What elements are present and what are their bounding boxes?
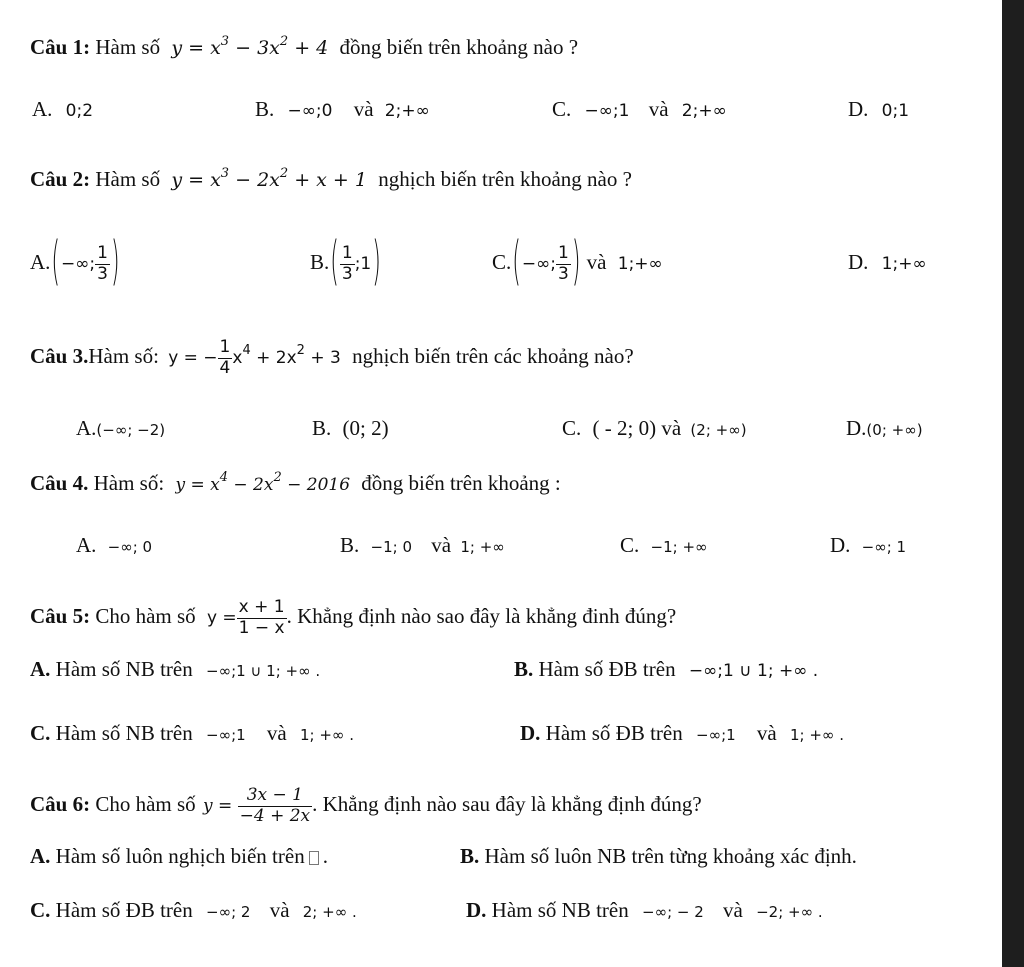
q2-option-a: A.(−∞; $\frac{1}{3}$ ) [30,232,120,293]
q1-label: Câu 1: [30,35,91,59]
q3-question: nghịch biến trên các khoảng nào? [352,344,634,368]
q5-option-c: C. Hàm số NB trên −∞;1 và 1; +∞ . [30,721,354,745]
q5-option-b: B. Hàm số ĐB trên −∞;1 ∪ 1; +∞ . [514,657,819,681]
q4-text: Hàm số: [93,471,165,495]
q1-option-b: B. −∞;0 và 2;+∞ [255,97,430,121]
q1-option-c: C. −∞;1 và 2;+∞ [552,97,727,121]
q6-question: . Khẳng định nào sau đây là khẳng định đúng? [312,792,702,816]
q2-formula: $y = x^3 - 2x^2 + x + 1$ [171,166,367,191]
q5-question: . Khẳng định nào sao đây là khẳng đinh đúng? [286,604,677,628]
q6-option-c: C. Hàm số ĐB trên −∞; 2 và 2; +∞ . [30,898,357,922]
q3-formula: y = − $\frac{1}{4}$ $x^4 + 2x^2 + 3$ [168,336,341,378]
q5-option-d: D. Hàm số ĐB trên −∞;1 và 1; +∞ . [520,721,844,745]
q5-option-a: A. Hàm số NB trên −∞;1 ∪ 1; +∞ . [30,657,321,681]
q4-formula: $y = x^4 - 2x^2 - 2016$ [175,470,351,495]
q3-label: Câu 3. [30,344,89,368]
q6-option-a: A. Hàm số luôn nghịch biến trên . [30,844,328,868]
q2-option-d: D. 1;+∞ [848,250,927,274]
q6-label: Câu 6: [30,792,91,816]
q6-formula: y = $\frac{3x - 1}{-4 + 2x}$ [202,785,311,826]
q3-text: Hàm số: [88,344,159,368]
q1-text: Hàm số [95,35,161,59]
q2-option-b: B.( $\frac{1}{3}$ ;1) [310,232,381,293]
q5-text: Cho hàm số [95,604,196,628]
q2-text: Hàm số [95,167,161,191]
q6-option-b: B. Hàm số luôn NB trên từng khoảng xác định. [460,844,857,868]
q4-option-c: C. −1; +∞ [620,533,708,557]
q2-stem [30,166,632,193]
screen-edge [1002,0,1024,967]
q4-option-d: D. −∞; 1 [830,533,907,557]
q3-option-c: C. ( - 2; 0) và (2; +∞) [562,416,747,440]
missing-glyph-icon [309,851,319,865]
q1-formula: $y = x^3 - 3x^2 + 4$ [171,34,329,59]
q6-option-d: D. Hàm số NB trên −∞; − 2 và −2; +∞ . [466,898,823,922]
q6-stem [30,776,702,834]
q1-option-a: A. 0;2 [32,97,94,121]
q4-option-a: A. −∞; 0 [76,533,153,557]
q5-stem [30,588,676,646]
q4-label: Câu 4. [30,471,89,495]
q3-option-d: D.(0; +∞) [846,416,923,440]
q4-stem [30,470,561,498]
q2-question: nghịch biến trên khoảng nào ? [378,167,632,191]
q3-option-a: A.(−∞; −2) [76,416,166,440]
q1-stem [30,34,578,61]
q2-option-c: C.(−∞; $\frac{1}{3}$ ) và 1;+∞ [492,232,663,293]
q1-option-d: D. 0;1 [848,97,910,121]
q2-label: Câu 2: [30,167,91,191]
q3-stem [30,328,634,386]
q5-formula: y = $\frac{x + 1}{1 - x}$ [206,596,285,638]
q1-question: đồng biến trên khoảng nào ? [339,35,579,59]
q6-text: Cho hàm số [95,792,196,816]
q3-option-b: B. (0; 2) [312,416,389,440]
q4-option-b: B. −1; 0 và 1; +∞ [340,533,505,557]
q5-label: Câu 5: [30,604,91,628]
q4-question: đồng biến trên khoảng : [361,471,561,495]
